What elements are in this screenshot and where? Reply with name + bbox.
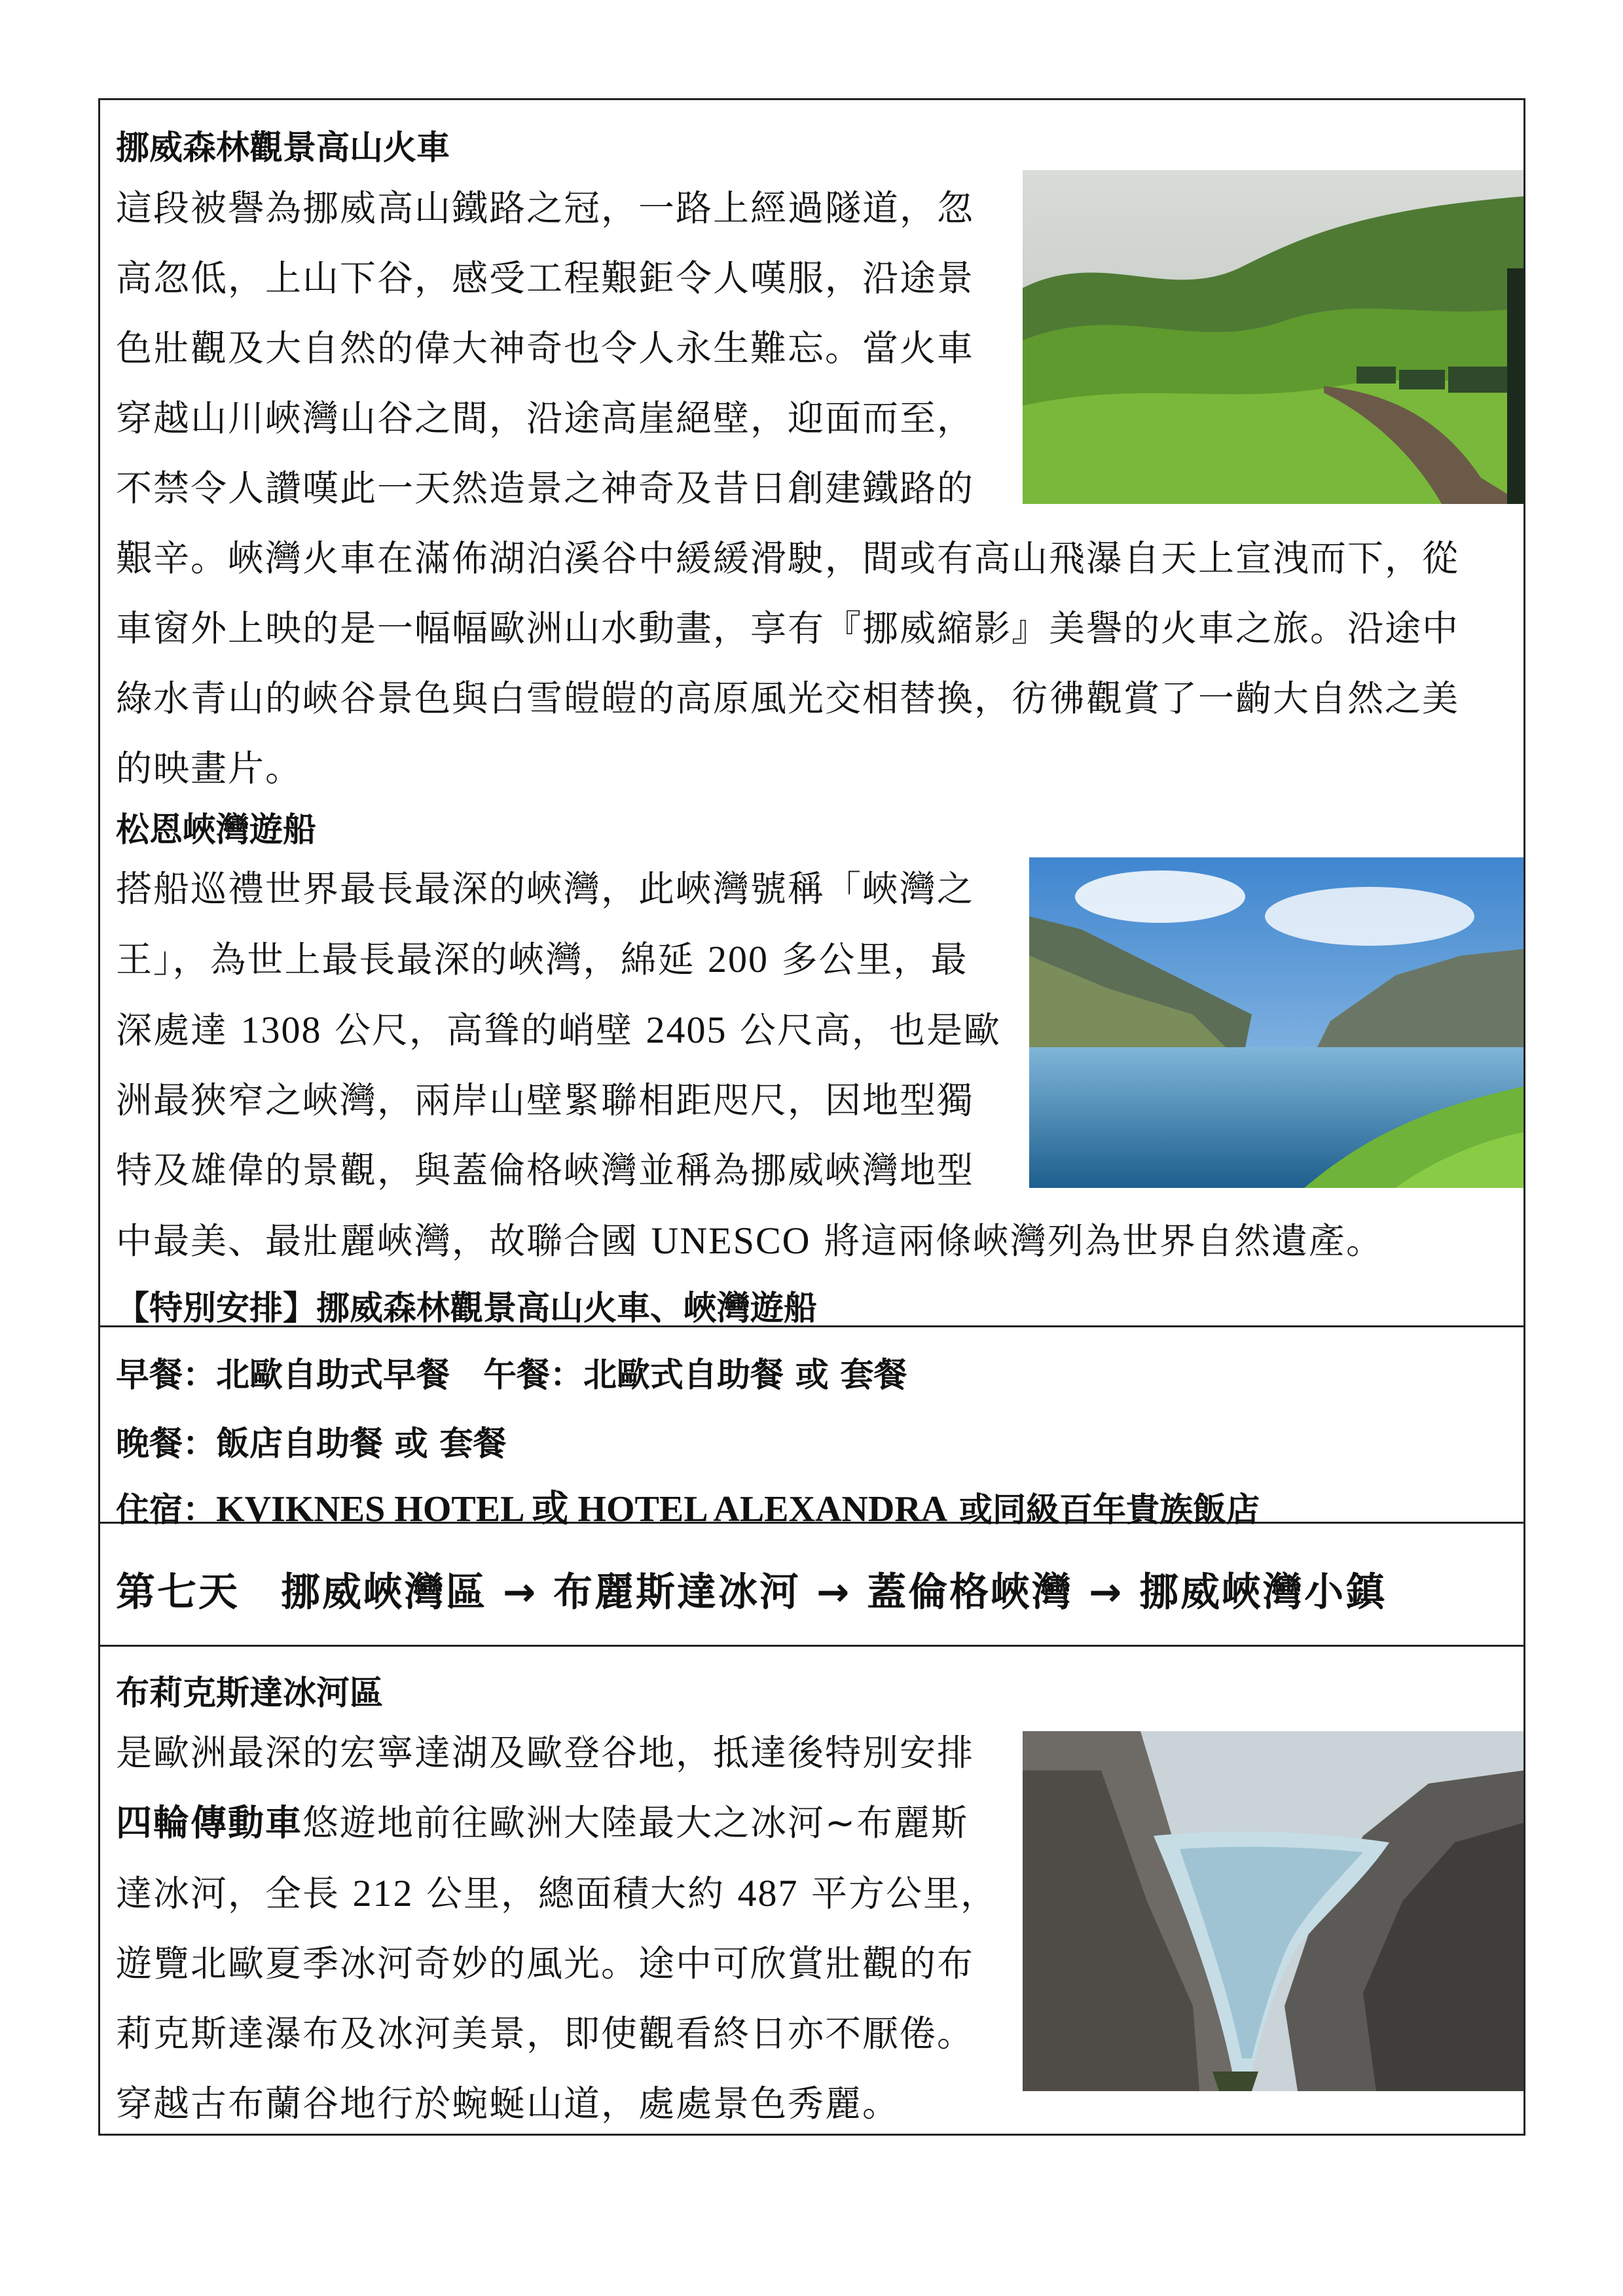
text-line: 中最美、最壯麗峽灣，故聯合國 UNESCO 將這兩條峽灣列為世界自然遺產。 bbox=[116, 1219, 1384, 1262]
text-line: 穿越古布蘭谷地行於蜿蜒山道，處處景色秀麗。 bbox=[116, 2083, 900, 2125]
text-line: 色壯觀及大自然的偉大神奇也令人永生難忘。當火車 bbox=[116, 327, 975, 369]
section-title-cruise: 松恩峽灣遊船 bbox=[116, 811, 317, 850]
text-line: 莉克斯達瀑布及冰河美景，即使觀看終日亦不厭倦。 bbox=[116, 2013, 975, 2054]
lodging: 住宿：KVIKNES HOTEL 或 HOTEL ALEXANDRA 或同級百年貴族飯店 bbox=[116, 1489, 1260, 1530]
meals-line bbox=[116, 1348, 907, 1396]
text-line: 這段被譽為挪威高山鐵路之冠，一路上經過隧道，忽 bbox=[116, 187, 975, 229]
day-title: 第七天 挪威峽灣區 → 布麗斯達冰河 → 蓋倫格峽灣 → 挪威峽灣小鎮 bbox=[116, 1570, 1387, 1615]
breakfast: 早餐：北歐自助式早餐 bbox=[116, 1356, 450, 1395]
divider bbox=[98, 1645, 1525, 1647]
text-line: 艱辛。峽灣火車在滿佈湖泊溪谷中緩緩滑駛，間或有高山飛瀑自天上宣洩而下，從 bbox=[116, 537, 1460, 579]
text-line: 的映畫片。 bbox=[116, 747, 303, 789]
text-line: 穿越山川峽灣山谷之間，沿途高崖絕壁，迎面而至， bbox=[116, 397, 975, 439]
text-line: 車窗外上映的是一幅幅歐洲山水動畫，享有『挪威縮影』美譽的火車之旅。沿途中 bbox=[116, 607, 1460, 649]
section-title-train: 挪威森林觀景高山火車 bbox=[116, 129, 450, 168]
text-line: 深處達 1308 公尺，高聳的峭壁 2405 公尺高，也是歐 bbox=[116, 1009, 1001, 1051]
text-line: 不禁令人讚嘆此一天然造景之神奇及昔日創建鐵路的 bbox=[116, 467, 975, 509]
text-line: 達冰河，全長 212 公里，總面積大約 487 平方公里， bbox=[116, 1872, 998, 1914]
section-title-glacier: 布莉克斯達冰河區 bbox=[116, 1674, 384, 1713]
text-line: 搭船巡禮世界最長最深的峽灣，此峽灣號稱「峽灣之 bbox=[116, 868, 975, 910]
text-line: 高忽低，上山下谷，感受工程艱鉅令人嘆服，沿途景 bbox=[116, 257, 975, 299]
fjord-photo bbox=[1029, 857, 1523, 1188]
text-line: 是歐洲最深的宏寧達湖及歐登谷地，抵達後特別安排 bbox=[116, 1732, 975, 1774]
glacier-photo bbox=[1023, 1731, 1523, 2091]
text-line: 特及雄偉的景觀，與蓋倫格峽灣並稱為挪威峽灣地型 bbox=[116, 1149, 975, 1191]
lunch: 午餐：北歐式自助餐 或 套餐 bbox=[483, 1356, 907, 1395]
dinner: 晚餐：飯店自助餐 或 套餐 bbox=[116, 1425, 507, 1463]
text-line: 綠水青山的峽谷景色與白雪皚皚的高原風光交相替換，彷彿觀賞了一齣大自然之美 bbox=[116, 677, 1460, 719]
train-photo bbox=[1023, 170, 1523, 504]
text-line: 洲最狹窄之峽灣，兩岸山壁緊聯相距咫尺，因地型獨 bbox=[116, 1079, 975, 1121]
text-line: 遊覽北歐夏季冰河奇妙的風光。途中可欣賞壯觀的布 bbox=[116, 1943, 975, 1984]
glacier-description bbox=[116, 1718, 998, 2139]
special-arrangement: 【特別安排】挪威森林觀景高山火車、峽灣遊船 bbox=[116, 1289, 818, 1328]
text-line: 四輪傳動車悠遊地前往歐洲大陸最大之冰河~布麗斯 bbox=[116, 1802, 969, 1844]
text-line: 王」，為世上最長最深的峽灣，綿延 200 多公里，最 bbox=[116, 938, 968, 980]
